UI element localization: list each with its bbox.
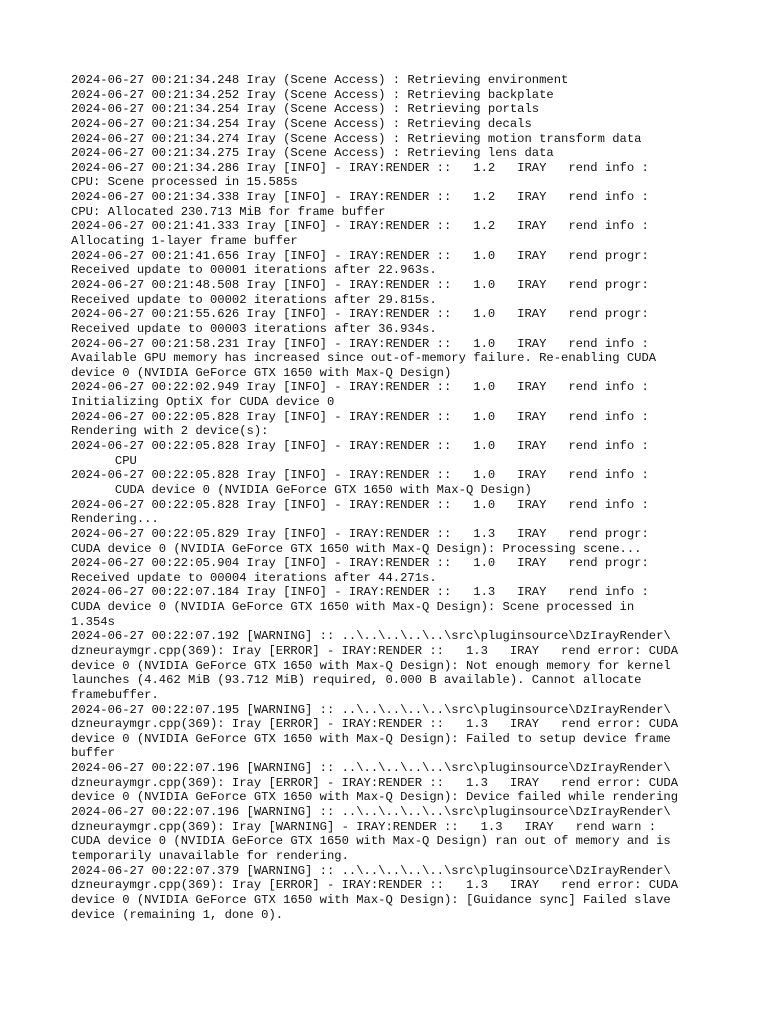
log-line: Received update to 00004 iterations after 44.271s. (71, 570, 437, 585)
log-line: device 0 (NVIDIA GeForce GTX 1650 with Max-Q Design) (71, 365, 452, 380)
log-line: 2024-06-27 00:22:07.379 [WARNING] :: ..\..\..\..\..\src\pluginsource\DzIrayRender\ (71, 863, 671, 878)
log-line: CUDA device 0 (NVIDIA GeForce GTX 1650 with Max-Q Design): Processing scene... (71, 541, 642, 556)
log-line: 2024-06-27 00:21:34.338 Iray [INFO] - IRAY:RENDER :: 1.2 IRAY rend info : (71, 190, 649, 205)
log-line: dzneuraymgr.cpp(369): Iray [ERROR] - IRAY:RENDER :: 1.3 IRAY rend error: CUDA (71, 643, 679, 658)
log-line: 2024-06-27 00:21:41.656 Iray [INFO] - IRAY:RENDER :: 1.0 IRAY rend progr: (71, 248, 649, 263)
log-line: dzneuraymgr.cpp(369): Iray [ERROR] - IRAY:RENDER :: 1.3 IRAY rend error: CUDA (71, 717, 679, 732)
log-line: 2024-06-27 00:22:05.828 Iray [INFO] - IRAY:RENDER :: 1.0 IRAY rend info : (71, 468, 649, 483)
log-line: CUDA device 0 (NVIDIA GeForce GTX 1650 with Max-Q Design) ran out of memory and is (71, 834, 671, 849)
log-line: 2024-06-27 00:21:34.275 Iray (Scene Access) : Retrieving lens data (71, 146, 554, 161)
log-line: Received update to 00002 iterations after 29.815s. (71, 292, 437, 307)
log-line: device 0 (NVIDIA GeForce GTX 1650 with Max-Q Design): Failed to setup device frame (71, 731, 671, 746)
log-line: 2024-06-27 00:22:05.828 Iray [INFO] - IRAY:RENDER :: 1.0 IRAY rend info : (71, 409, 649, 424)
log-line: device (remaining 1, done 0). (71, 907, 284, 922)
log-line: CUDA device 0 (NVIDIA GeForce GTX 1650 with Max-Q Design) (71, 482, 532, 497)
log-line: 2024-06-27 00:21:41.333 Iray [INFO] - IRAY:RENDER :: 1.2 IRAY rend info : (71, 219, 649, 234)
log-line: CPU: Scene processed in 15.585s (71, 175, 298, 190)
log-line: Initializing OptiX for CUDA device 0 (71, 395, 335, 410)
log-line: 2024-06-27 00:21:34.248 Iray (Scene Access) : Retrieving environment (71, 73, 569, 87)
log-line: Allocating 1-layer frame buffer (71, 234, 298, 249)
log-line: CPU: Allocated 230.713 MiB for frame buffer (71, 204, 386, 219)
log-line: CPU (71, 453, 137, 468)
log-line: 2024-06-27 00:22:07.195 [WARNING] :: ..\..\..\..\..\src\pluginsource\DzIrayRender\ (71, 702, 671, 717)
log-line: 2024-06-27 00:22:05.828 Iray [INFO] - IRAY:RENDER :: 1.0 IRAY rend info : (71, 439, 649, 454)
log-line: 2024-06-27 00:21:34.286 Iray [INFO] - IRAY:RENDER :: 1.2 IRAY rend info : (71, 160, 649, 175)
render-log (71, 73, 711, 922)
log-line: 2024-06-27 00:22:07.192 [WARNING] :: ..\..\..\..\..\src\pluginsource\DzIrayRender\ (71, 629, 671, 644)
log-line: framebuffer. (71, 687, 159, 702)
log-line: 2024-06-27 00:21:55.626 Iray [INFO] - IRAY:RENDER :: 1.0 IRAY rend progr: (71, 307, 649, 322)
log-line: CUDA device 0 (NVIDIA GeForce GTX 1650 with Max-Q Design): Scene processed in (71, 600, 635, 615)
log-line: dzneuraymgr.cpp(369): Iray [ERROR] - IRAY:RENDER :: 1.3 IRAY rend error: CUDA (71, 878, 679, 893)
log-line: device 0 (NVIDIA GeForce GTX 1650 with Max-Q Design): Not enough memory for kernel (71, 658, 671, 673)
log-line: 2024-06-27 00:22:07.196 [WARNING] :: ..\..\..\..\..\src\pluginsource\DzIrayRender\ (71, 805, 671, 820)
log-line: Available GPU memory has increased since out-of-memory failure. Re-enabling CUDA (71, 351, 657, 366)
log-line: Rendering... (71, 512, 159, 527)
log-line: Received update to 00003 iterations after 36.934s. (71, 321, 437, 336)
log-line: buffer (71, 746, 115, 761)
log-line: dzneuraymgr.cpp(369): Iray [WARNING] - IRAY:RENDER :: 1.3 IRAY rend warn : (71, 819, 657, 834)
log-line: Rendering with 2 device(s): (71, 424, 269, 439)
log-line: 2024-06-27 00:21:34.252 Iray (Scene Access) : Retrieving backplate (71, 87, 554, 102)
log-line: device 0 (NVIDIA GeForce GTX 1650 with Max-Q Design): [Guidance sync] Failed slave (71, 892, 671, 907)
log-line: Received update to 00001 iterations after 22.963s. (71, 263, 437, 278)
log-line: device 0 (NVIDIA GeForce GTX 1650 with Max-Q Design): Device failed while rendering (71, 790, 679, 805)
log-line: 2024-06-27 00:21:34.254 Iray (Scene Access) : Retrieving decals (71, 116, 532, 131)
log-line: 2024-06-27 00:21:58.231 Iray [INFO] - IRAY:RENDER :: 1.0 IRAY rend info : (71, 336, 649, 351)
log-line: launches (4.462 MiB (93.712 MiB) required, 0.000 B available). Cannot allocate (71, 673, 642, 688)
log-line: 2024-06-27 00:21:34.274 Iray (Scene Access) : Retrieving motion transform data (71, 131, 642, 146)
log-line: 1.354s (71, 614, 115, 629)
log-line: 2024-06-27 00:22:05.828 Iray [INFO] - IRAY:RENDER :: 1.0 IRAY rend info : (71, 497, 649, 512)
log-line: 2024-06-27 00:21:48.508 Iray [INFO] - IRAY:RENDER :: 1.0 IRAY rend progr: (71, 277, 649, 292)
log-line: 2024-06-27 00:21:34.254 Iray (Scene Access) : Retrieving portals (71, 102, 540, 117)
log-line: dzneuraymgr.cpp(369): Iray [ERROR] - IRAY:RENDER :: 1.3 IRAY rend error: CUDA (71, 775, 679, 790)
log-line: 2024-06-27 00:22:05.829 Iray [INFO] - IRAY:RENDER :: 1.3 IRAY rend progr: (71, 526, 649, 541)
log-line: temporarily unavailable for rendering. (71, 848, 349, 863)
log-line: 2024-06-27 00:22:05.904 Iray [INFO] - IRAY:RENDER :: 1.0 IRAY rend progr: (71, 556, 649, 571)
log-line: 2024-06-27 00:22:07.196 [WARNING] :: ..\..\..\..\..\src\pluginsource\DzIrayRender\ (71, 761, 671, 776)
log-line: 2024-06-27 00:22:07.184 Iray [INFO] - IRAY:RENDER :: 1.3 IRAY rend info : (71, 585, 649, 600)
log-line: 2024-06-27 00:22:02.949 Iray [INFO] - IRAY:RENDER :: 1.0 IRAY rend info : (71, 380, 649, 395)
